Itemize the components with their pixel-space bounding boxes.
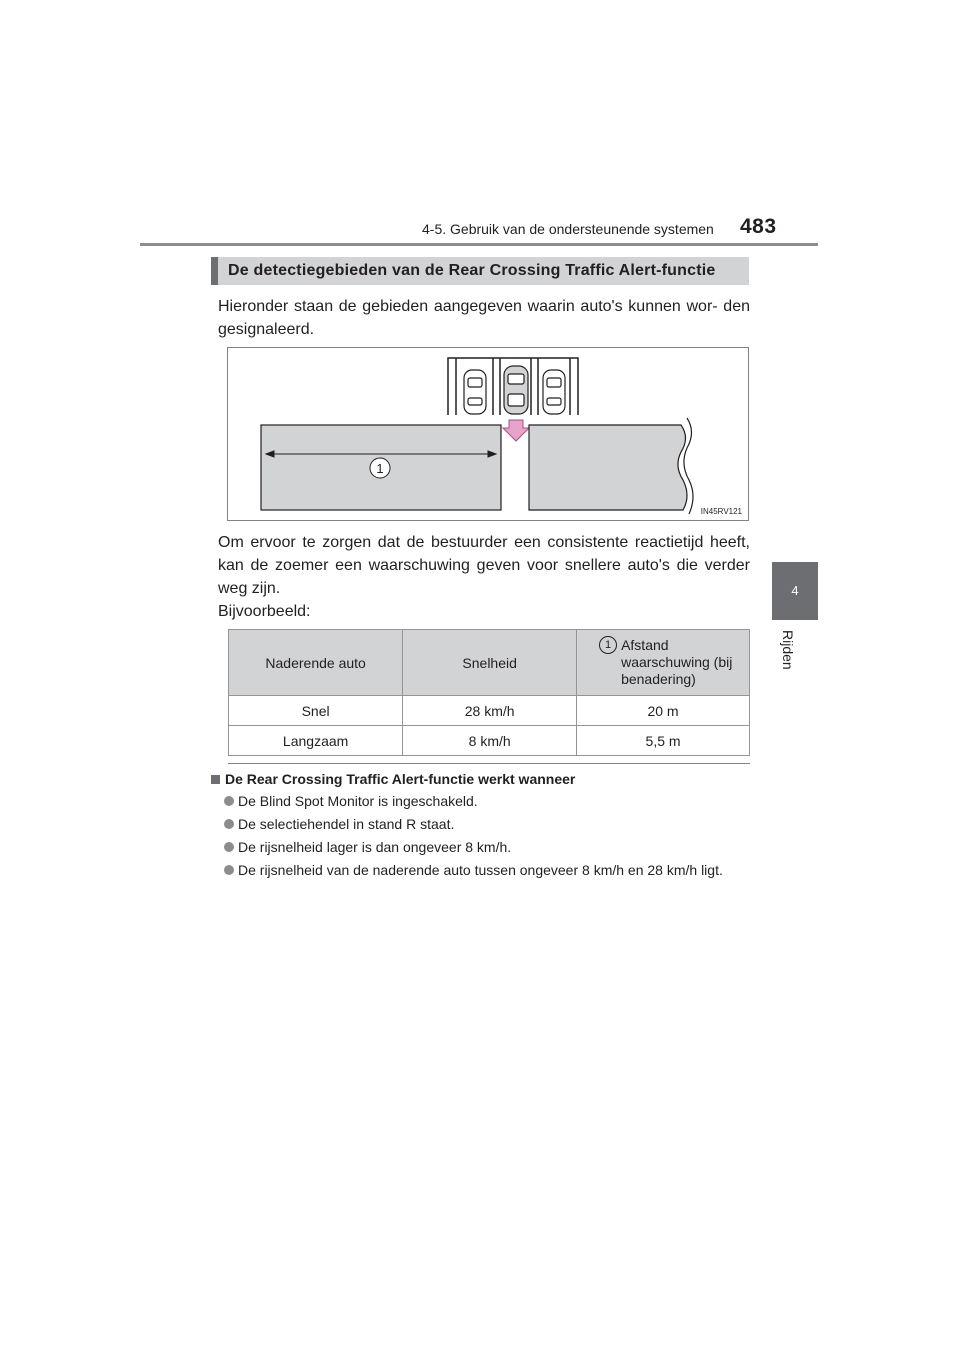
page-number: 483	[740, 215, 777, 238]
header-callout: 1	[599, 636, 617, 654]
cell-distance: 5,5 m	[577, 726, 750, 756]
table-row	[229, 696, 750, 726]
notes-heading-text: De Rear Crossing Traffic Alert-functie werkt wanneer	[225, 771, 576, 787]
note-item-text: De Blind Spot Monitor is ingeschakeld.	[238, 793, 478, 809]
table-header-row	[229, 630, 750, 696]
note-item	[224, 816, 750, 832]
cell-approaching-car: Snel	[229, 696, 403, 726]
parked-car-left	[464, 370, 486, 414]
running-header: 4-5. Gebruik van de ondersteunende systemen	[422, 221, 714, 237]
notes-heading	[211, 771, 575, 787]
notes-divider	[228, 763, 750, 764]
example-label: Bijvoorbeeld:	[218, 603, 311, 620]
explanation-paragraph: Om ervoor te zorgen dat de bestuurder een consistente reactietijd heeft, kan de zoemer een waarschuwing geven voor snellere auto's die verder weg zijn.	[218, 534, 750, 597]
intro-paragraph: Hieronder staan de gebieden aangegeven waarin auto's kunnen wor- den gesignaleerd.	[218, 298, 750, 338]
table-row	[229, 726, 750, 756]
detection-area-right	[529, 425, 687, 510]
note-item-text: De selectiehendel in stand R staat.	[238, 816, 455, 832]
section-heading	[211, 257, 749, 285]
header-warning-distance-text: Afstand waarschuwing (bij benadering)	[621, 637, 733, 687]
header-approaching-car: Naderende auto	[229, 630, 403, 696]
note-item	[224, 862, 750, 878]
square-bullet-icon	[211, 775, 220, 784]
note-item	[224, 793, 750, 809]
cell-distance: 20 m	[577, 696, 750, 726]
note-item	[224, 839, 750, 855]
detection-area-diagram	[228, 348, 750, 522]
parked-car-right	[543, 370, 565, 414]
note-item-text: De rijsnelheid lager is dan ongeveer 8 km/h.	[238, 839, 512, 855]
note-item-text: De rijsnelheid van de naderende auto tussen ongeveer 8 km/h en 28 km/h ligt.	[238, 862, 723, 878]
callout-number: 1	[376, 461, 384, 476]
figure-code: IN45RV121	[700, 507, 742, 516]
chapter-label: Rijden	[780, 630, 796, 670]
detection-area-figure	[227, 347, 749, 521]
cell-approaching-car: Langzaam	[229, 726, 403, 756]
reverse-arrow	[503, 420, 529, 441]
bullet-dot-icon	[224, 842, 234, 852]
cell-speed: 28 km/h	[403, 696, 577, 726]
bullet-dot-icon	[224, 819, 234, 829]
bullet-dot-icon	[224, 865, 234, 875]
chapter-tab: 4	[772, 562, 818, 620]
section-heading-text: De detectiegebieden van de Rear Crossing Traffic Alert-functie	[228, 262, 716, 279]
header-speed: Snelheid	[403, 630, 577, 696]
header-warning-distance	[577, 630, 750, 696]
bullet-dot-icon	[224, 796, 234, 806]
warning-distance-table	[228, 629, 750, 756]
own-car	[504, 366, 528, 414]
cell-speed: 8 km/h	[403, 726, 577, 756]
header-divider	[140, 243, 818, 246]
